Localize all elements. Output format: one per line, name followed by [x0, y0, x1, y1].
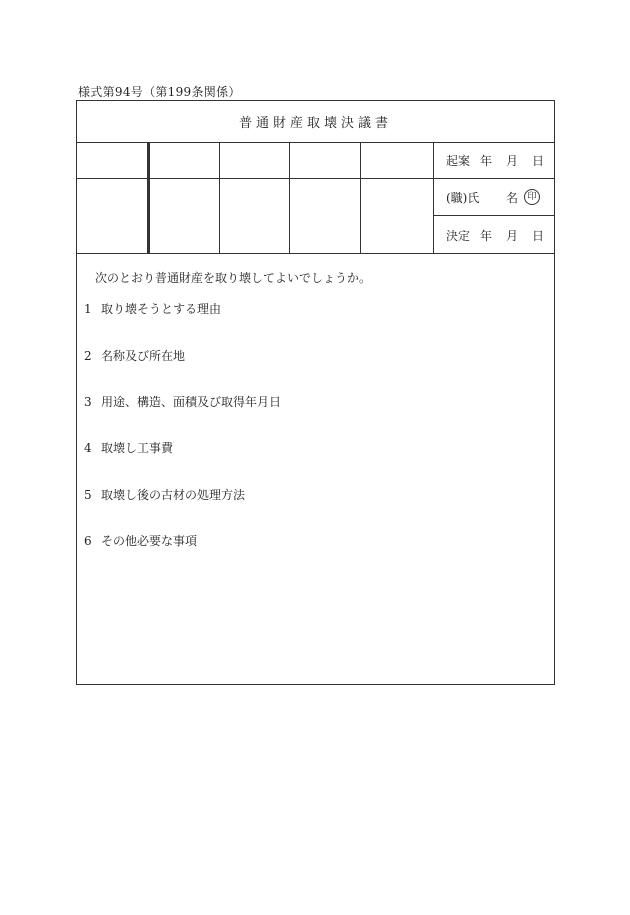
grid-line [360, 143, 361, 253]
list-item [84, 486, 245, 503]
name-cell [433, 179, 554, 215]
drafted-date-cell [433, 143, 554, 178]
decided-year: 年 [480, 228, 493, 243]
item-number: 1 [84, 302, 92, 316]
item-number: 2 [84, 349, 92, 363]
item-number: 4 [84, 441, 92, 455]
decided-month: 月 [506, 228, 519, 243]
decided-date-cell [433, 216, 554, 254]
drafted-day: 日 [532, 154, 545, 168]
item-number: 5 [84, 488, 92, 502]
item-text: 取壊し後の古材の処理方法 [101, 488, 246, 502]
name-suffix: 名 [506, 190, 519, 205]
name-prefix: (職)氏 [446, 190, 480, 205]
item-text: 取壊し工事費 [101, 441, 174, 455]
drafted-month: 月 [506, 154, 519, 168]
list-item [84, 347, 185, 364]
seal-icon: 印 [524, 189, 540, 205]
drafted-label: 起案 [446, 154, 471, 168]
decided-day: 日 [532, 228, 545, 243]
drafted-year: 年 [480, 154, 493, 168]
grid-line [289, 143, 290, 253]
decided-label: 決定 [446, 228, 471, 243]
item-number: 3 [84, 395, 92, 409]
item-text: 用途、構造、面積及び取得年月日 [101, 395, 282, 409]
list-item [84, 300, 221, 317]
approval-grid [77, 143, 554, 254]
item-text: 取り壊そうとする理由 [101, 302, 222, 316]
list-item [84, 439, 173, 456]
list-item [84, 393, 281, 410]
form-number: 様式第94号（第199条関係） [78, 85, 241, 99]
item-text: 名称及び所在地 [101, 349, 186, 363]
form-title: 普通財産取壊決議書 [238, 116, 392, 131]
grid-line [148, 143, 150, 253]
intro-text: 次のとおり普通財産を取り壊してよいでしょうか。 [95, 271, 372, 285]
item-text: その他必要な事項 [101, 534, 198, 548]
item-number: 6 [84, 534, 92, 548]
title-row [77, 101, 554, 143]
decision-form [76, 100, 555, 685]
list-item [84, 532, 197, 549]
grid-line [219, 143, 220, 253]
